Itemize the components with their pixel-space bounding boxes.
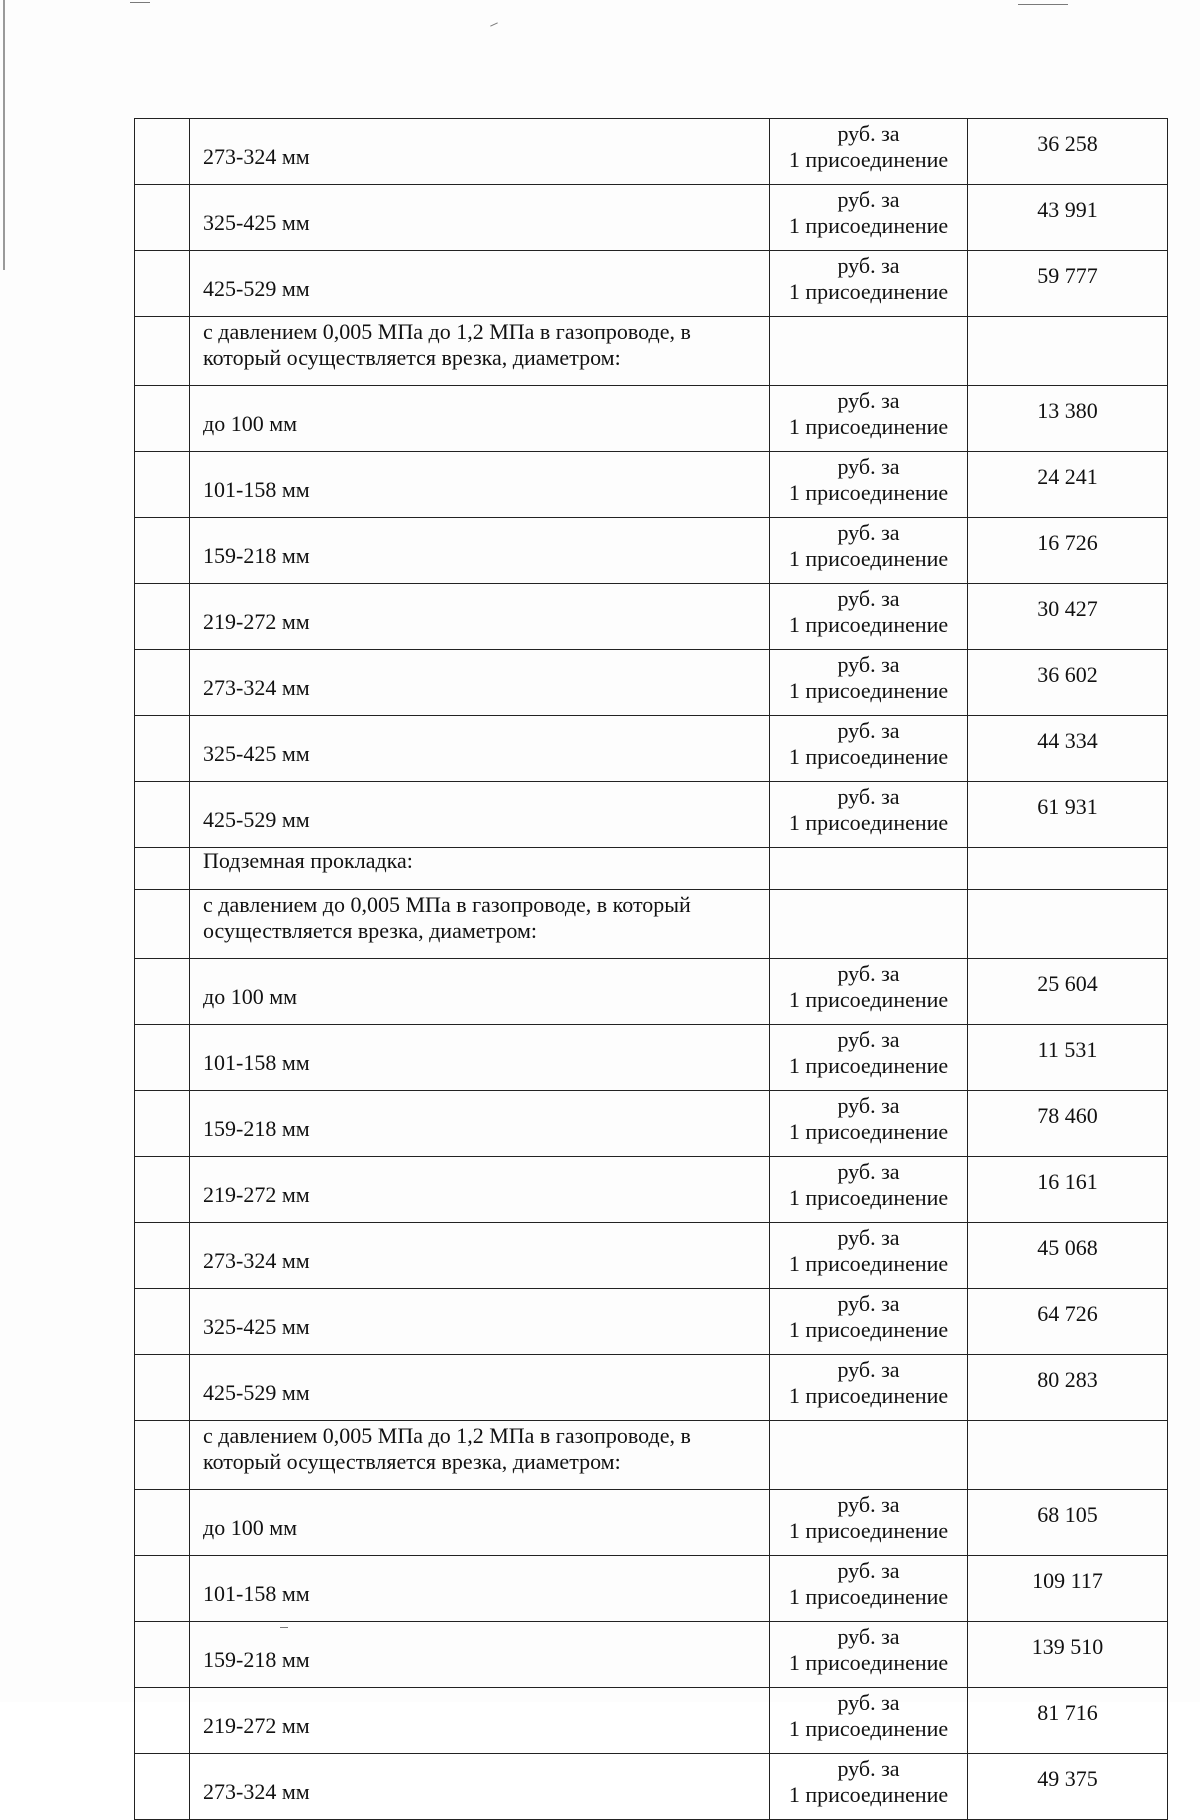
diameter-cell: 425-529 мм	[190, 782, 770, 848]
unit-cell	[770, 959, 968, 1025]
diameter-cell: 101-158 мм	[190, 1556, 770, 1622]
unit-cell	[770, 1025, 968, 1091]
scan-speck	[490, 22, 498, 26]
unit-cell	[770, 251, 968, 317]
table-row	[135, 119, 1168, 185]
unit-cell	[770, 848, 968, 890]
diameter-cell: 325-425 мм	[190, 1289, 770, 1355]
row-number-cell	[135, 119, 190, 185]
unit-line-1: руб. за	[837, 1690, 900, 1715]
unit-line-2: 1 присоединение	[788, 1716, 949, 1741]
table-row	[135, 584, 1168, 650]
unit-line-1: руб. за	[837, 520, 900, 545]
price-cell	[968, 1421, 1168, 1490]
row-number-cell	[135, 1688, 190, 1754]
unit-line-2: 1 присоединение	[788, 987, 949, 1012]
row-number-cell	[135, 1223, 190, 1289]
diameter-cell: 325-425 мм	[190, 185, 770, 251]
unit-line-1: руб. за	[837, 388, 900, 413]
unit-cell	[770, 1091, 968, 1157]
diameter-cell: 425-529 мм	[190, 251, 770, 317]
unit-cell	[770, 1490, 968, 1556]
price-cell: 109 117	[968, 1556, 1168, 1622]
price-cell: 13 380	[968, 386, 1168, 452]
row-number-cell	[135, 1157, 190, 1223]
row-number-cell	[135, 1025, 190, 1091]
unit-line-1: руб. за	[837, 1357, 900, 1382]
unit-cell	[770, 1556, 968, 1622]
table-row	[135, 1355, 1168, 1421]
unit-cell	[770, 1754, 968, 1820]
unit-cell	[770, 119, 968, 185]
row-number-cell	[135, 1754, 190, 1820]
price-cell: 43 991	[968, 185, 1168, 251]
table-row	[135, 1754, 1168, 1820]
unit-line-2: 1 присоединение	[788, 1185, 949, 1210]
price-cell: 36 258	[968, 119, 1168, 185]
price-cell: 49 375	[968, 1754, 1168, 1820]
unit-line-1: руб. за	[837, 652, 900, 677]
unit-line-2: 1 присоединение	[788, 480, 949, 505]
unit-cell	[770, 890, 968, 959]
price-cell	[968, 848, 1168, 890]
row-number-cell	[135, 1421, 190, 1490]
unit-cell	[770, 518, 968, 584]
row-number-cell	[135, 716, 190, 782]
table-subheading-row	[135, 890, 1168, 959]
unit-cell	[770, 1421, 968, 1490]
price-cell	[968, 317, 1168, 386]
row-number-cell	[135, 782, 190, 848]
unit-line-2: 1 присоединение	[788, 147, 949, 172]
row-number-cell	[135, 1355, 190, 1421]
diameter-cell: 325-425 мм	[190, 716, 770, 782]
unit-line-2: 1 присоединение	[788, 1053, 949, 1078]
unit-line-1: руб. за	[837, 454, 900, 479]
unit-line-2: 1 присоединение	[788, 1782, 949, 1807]
unit-line-2: 1 присоединение	[788, 546, 949, 571]
unit-line-2: 1 присоединение	[788, 810, 949, 835]
unit-cell	[770, 1223, 968, 1289]
unit-line-1: руб. за	[837, 718, 900, 743]
diameter-cell: 273-324 мм	[190, 119, 770, 185]
unit-line-1: руб. за	[837, 121, 900, 146]
description-cell: с давлением до 0,005 МПа в газопроводе, в который осуществляется врезка, диаметром:	[190, 890, 770, 959]
price-cell: 36 602	[968, 650, 1168, 716]
table-row	[135, 716, 1168, 782]
diameter-cell: 273-324 мм	[190, 650, 770, 716]
row-number-cell	[135, 650, 190, 716]
table-row	[135, 185, 1168, 251]
diameter-cell: 219-272 мм	[190, 1157, 770, 1223]
price-cell: 45 068	[968, 1223, 1168, 1289]
unit-cell	[770, 1355, 968, 1421]
unit-line-2: 1 присоединение	[788, 678, 949, 703]
table-row	[135, 518, 1168, 584]
row-number-cell	[135, 452, 190, 518]
diameter-cell: 273-324 мм	[190, 1223, 770, 1289]
unit-cell	[770, 386, 968, 452]
unit-line-2: 1 присоединение	[788, 1584, 949, 1609]
unit-line-1: руб. за	[837, 1756, 900, 1781]
unit-line-2: 1 присоединение	[788, 1251, 949, 1276]
unit-line-2: 1 присоединение	[788, 279, 949, 304]
table-row	[135, 1490, 1168, 1556]
table-row	[135, 782, 1168, 848]
diameter-cell: 159-218 мм	[190, 1622, 770, 1688]
scan-speck	[1018, 4, 1068, 5]
row-number-cell	[135, 848, 190, 890]
table-row	[135, 650, 1168, 716]
diameter-cell: 101-158 мм	[190, 452, 770, 518]
table-row	[135, 251, 1168, 317]
diameter-cell: до 100 мм	[190, 386, 770, 452]
unit-line-2: 1 присоединение	[788, 1383, 949, 1408]
price-cell: 11 531	[968, 1025, 1168, 1091]
price-cell: 16 726	[968, 518, 1168, 584]
scan-speck	[130, 2, 150, 3]
price-cell: 25 604	[968, 959, 1168, 1025]
diameter-cell: 219-272 мм	[190, 1688, 770, 1754]
price-cell: 59 777	[968, 251, 1168, 317]
diameter-cell: до 100 мм	[190, 959, 770, 1025]
table-row	[135, 1556, 1168, 1622]
row-number-cell	[135, 1289, 190, 1355]
unit-line-1: руб. за	[837, 1027, 900, 1052]
scan-edge-line	[3, 0, 5, 270]
unit-line-2: 1 присоединение	[788, 213, 949, 238]
unit-line-2: 1 присоединение	[788, 1317, 949, 1342]
unit-cell	[770, 650, 968, 716]
description-cell: Подземная прокладка:	[190, 848, 770, 890]
unit-line-1: руб. за	[837, 1291, 900, 1316]
diameter-cell: 273-324 мм	[190, 1754, 770, 1820]
table-subheading-row	[135, 1421, 1168, 1490]
row-number-cell	[135, 584, 190, 650]
unit-line-2: 1 присоединение	[788, 414, 949, 439]
price-cell: 44 334	[968, 716, 1168, 782]
description-cell: с давлением 0,005 МПа до 1,2 МПа в газопроводе, в который осуществляется врезка, диаметром:	[190, 317, 770, 386]
tariff-table	[134, 118, 1168, 1820]
table-row	[135, 959, 1168, 1025]
row-number-cell	[135, 386, 190, 452]
table-row	[135, 1622, 1168, 1688]
price-cell: 16 161	[968, 1157, 1168, 1223]
price-cell: 64 726	[968, 1289, 1168, 1355]
unit-line-1: руб. за	[837, 187, 900, 212]
price-cell: 81 716	[968, 1688, 1168, 1754]
unit-cell	[770, 716, 968, 782]
unit-line-1: руб. за	[837, 1093, 900, 1118]
diameter-cell: 159-218 мм	[190, 1091, 770, 1157]
unit-cell	[770, 782, 968, 848]
row-number-cell	[135, 185, 190, 251]
table-row	[135, 1025, 1168, 1091]
table-row	[135, 1289, 1168, 1355]
row-number-cell	[135, 890, 190, 959]
row-number-cell	[135, 518, 190, 584]
price-cell	[968, 890, 1168, 959]
unit-line-1: руб. за	[837, 586, 900, 611]
diameter-cell: 219-272 мм	[190, 584, 770, 650]
unit-line-2: 1 присоединение	[788, 744, 949, 769]
unit-cell	[770, 1688, 968, 1754]
unit-line-1: руб. за	[837, 1492, 900, 1517]
row-number-cell	[135, 1622, 190, 1688]
unit-cell	[770, 317, 968, 386]
table-row	[135, 1223, 1168, 1289]
price-cell: 80 283	[968, 1355, 1168, 1421]
price-cell: 139 510	[968, 1622, 1168, 1688]
row-number-cell	[135, 1556, 190, 1622]
row-number-cell	[135, 251, 190, 317]
table-row	[135, 1091, 1168, 1157]
description-cell: с давлением 0,005 МПа до 1,2 МПа в газопроводе, в который осуществляется врезка, диаметром:	[190, 1421, 770, 1490]
unit-cell	[770, 1289, 968, 1355]
unit-line-1: руб. за	[837, 1624, 900, 1649]
table-row	[135, 1157, 1168, 1223]
table-section-row	[135, 848, 1168, 890]
unit-line-1: руб. за	[837, 784, 900, 809]
unit-line-1: руб. за	[837, 253, 900, 278]
diameter-cell: до 100 мм	[190, 1490, 770, 1556]
unit-line-2: 1 присоединение	[788, 1650, 949, 1675]
row-number-cell	[135, 959, 190, 1025]
price-cell: 30 427	[968, 584, 1168, 650]
table-subheading-row	[135, 317, 1168, 386]
unit-line-1: руб. за	[837, 1159, 900, 1184]
unit-cell	[770, 452, 968, 518]
price-cell: 61 931	[968, 782, 1168, 848]
unit-cell	[770, 185, 968, 251]
price-cell: 78 460	[968, 1091, 1168, 1157]
unit-line-1: руб. за	[837, 1558, 900, 1583]
diameter-cell: 159-218 мм	[190, 518, 770, 584]
row-number-cell	[135, 1490, 190, 1556]
unit-cell	[770, 1157, 968, 1223]
unit-line-1: руб. за	[837, 961, 900, 986]
unit-line-1: руб. за	[837, 1225, 900, 1250]
tariff-table-body	[135, 119, 1168, 1820]
row-number-cell	[135, 1091, 190, 1157]
table-row	[135, 386, 1168, 452]
price-cell: 24 241	[968, 452, 1168, 518]
unit-cell	[770, 1622, 968, 1688]
unit-line-2: 1 присоединение	[788, 612, 949, 637]
row-number-cell	[135, 317, 190, 386]
diameter-cell: 101-158 мм	[190, 1025, 770, 1091]
table-row	[135, 1688, 1168, 1754]
diameter-cell: 425-529 мм	[190, 1355, 770, 1421]
table-row	[135, 452, 1168, 518]
unit-line-2: 1 присоединение	[788, 1119, 949, 1144]
unit-cell	[770, 584, 968, 650]
price-cell: 68 105	[968, 1490, 1168, 1556]
unit-line-2: 1 присоединение	[788, 1518, 949, 1543]
